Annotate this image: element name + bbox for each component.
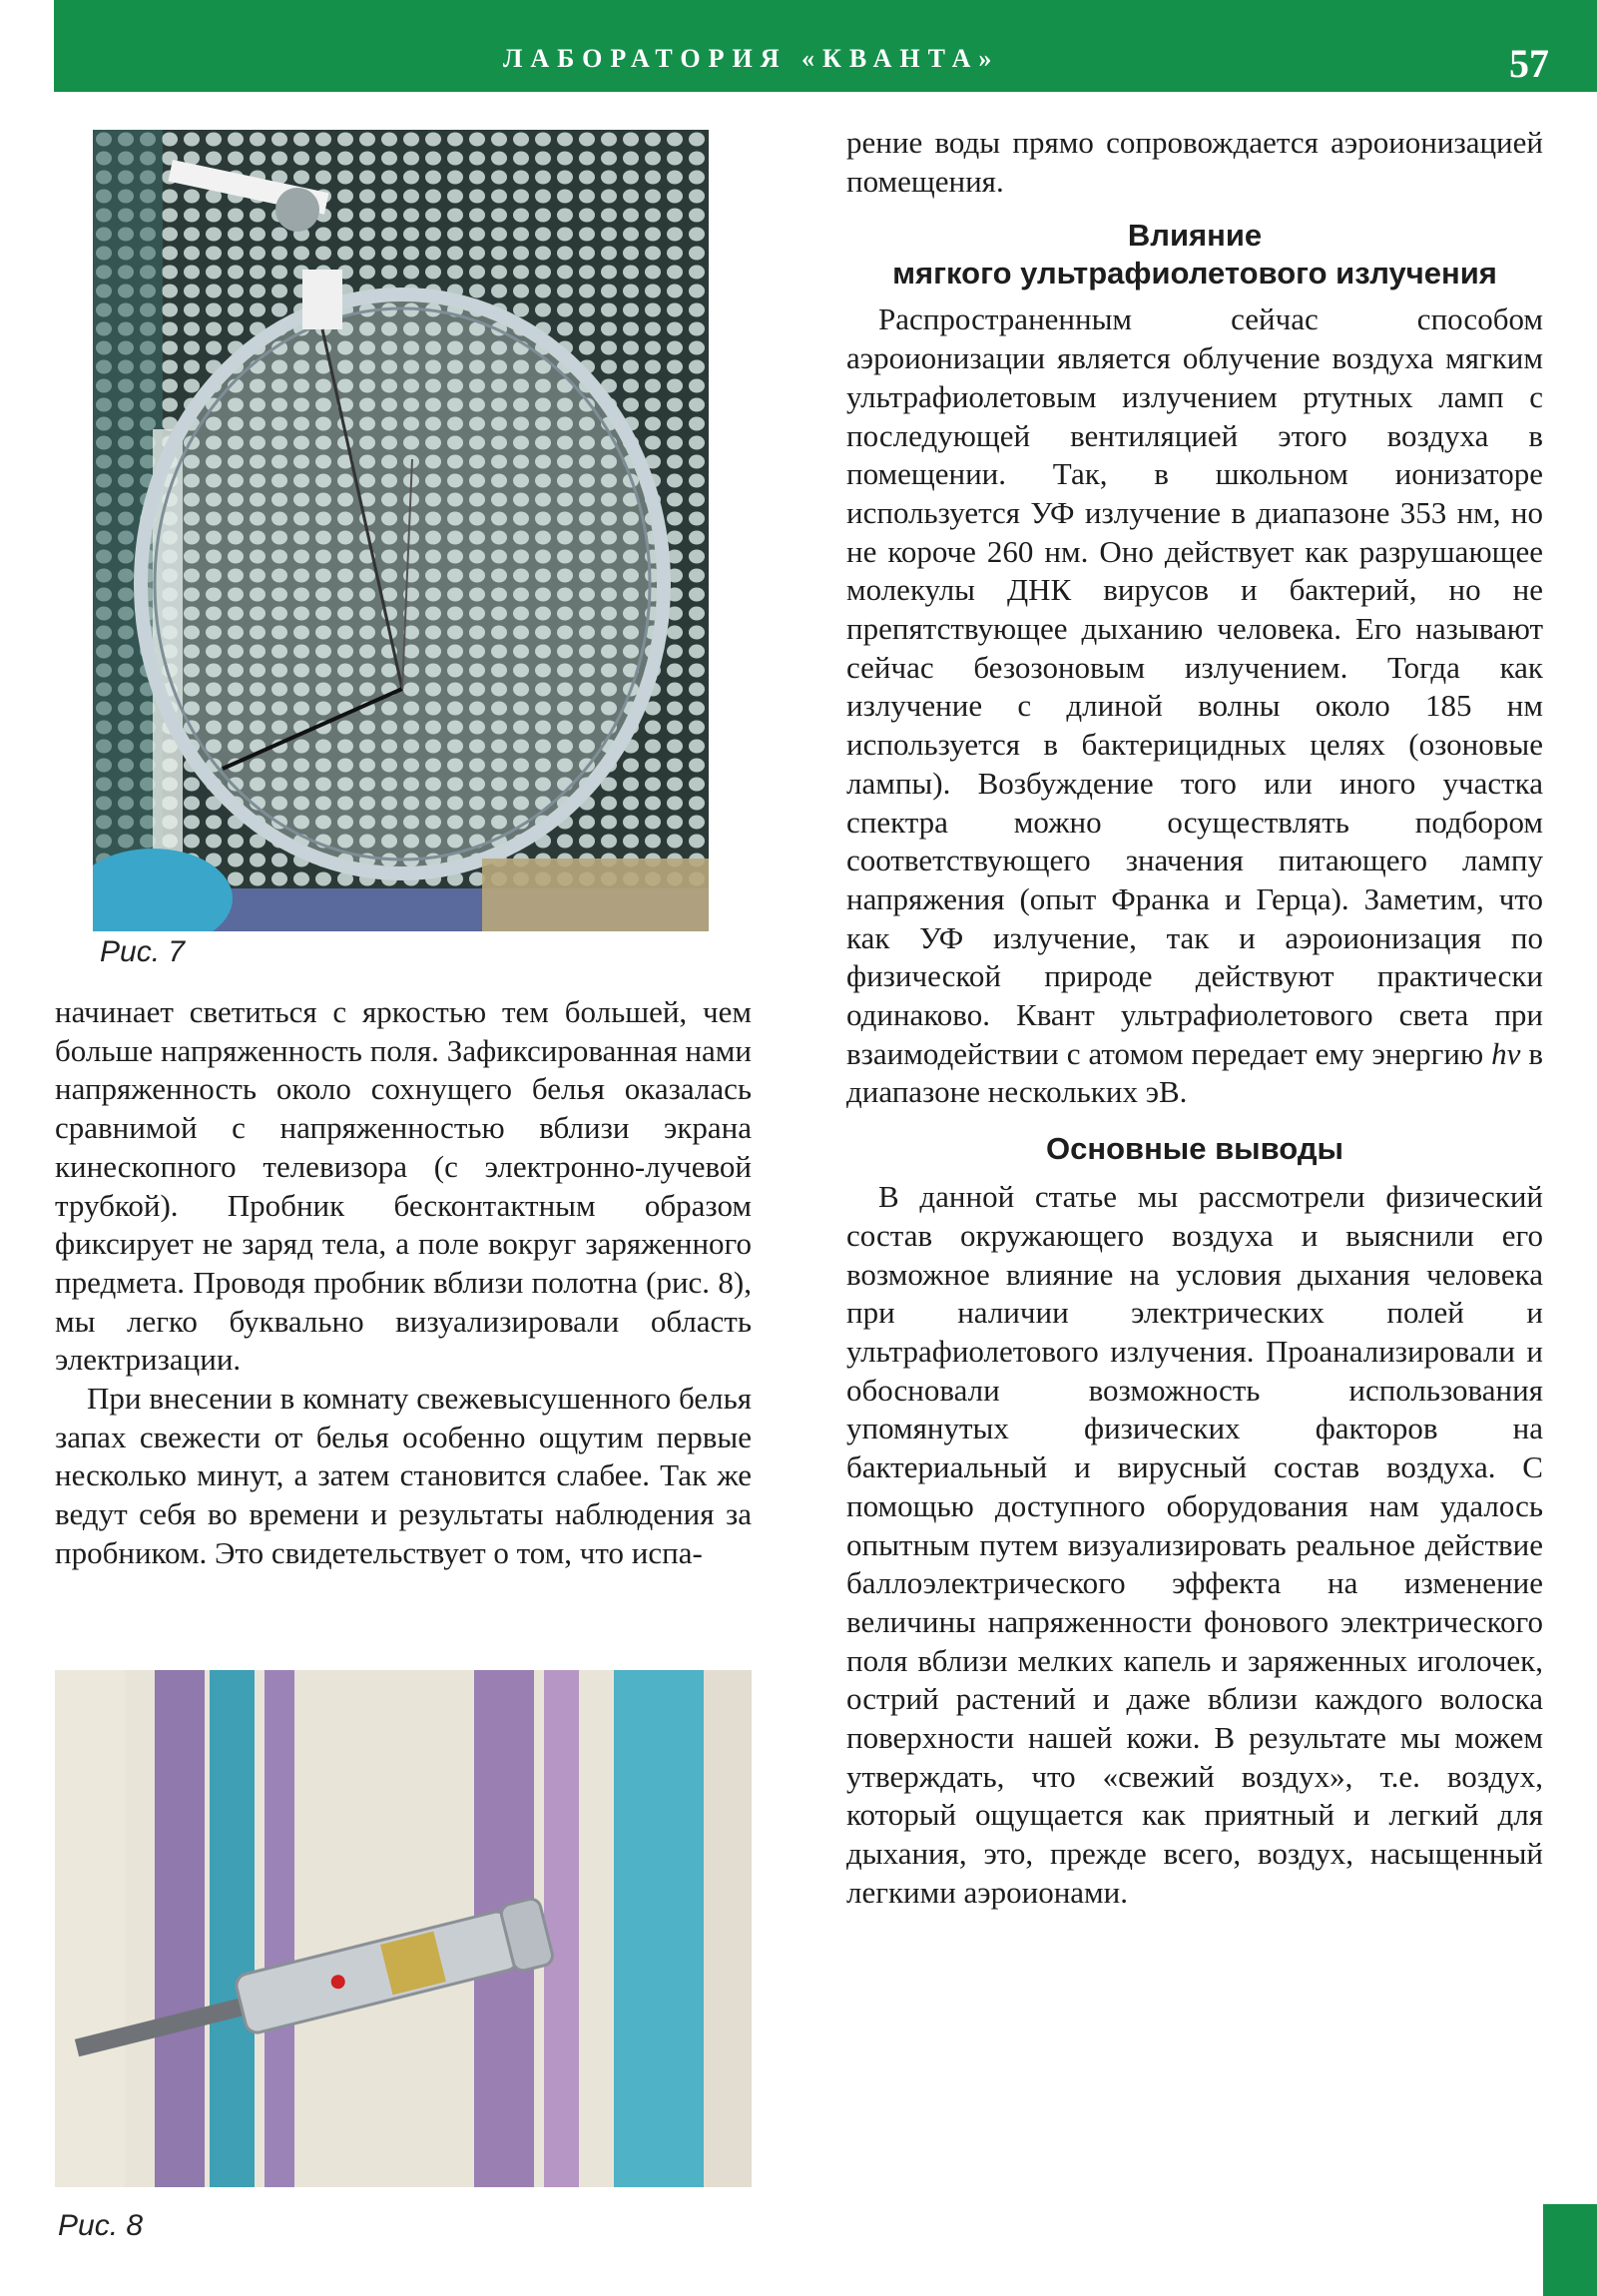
section-heading-uv <box>846 217 1543 292</box>
right-paragraph-1-text-b: в диапазоне нескольких эВ. <box>846 1035 1544 1110</box>
figure-8-photo <box>55 1670 752 2187</box>
section-heading-conclusions: Основные выводы <box>1046 1131 1343 1167</box>
figure-7-photo <box>93 130 709 931</box>
right-paragraph-0: рение воды прямо сопровождается аэроионизацией помещения. <box>846 125 1543 199</box>
header-title: ЛАБОРАТОРИЯ «КВАНТА» <box>503 44 1000 73</box>
page-number: 57 <box>1509 41 1549 86</box>
left-paragraph-2: При внесении в комнату свежевысушенного белья запах свежести от белья особенно ощутим первые несколько минут, а затем становится слабее. Так же ведут себя во времени и результаты наблюдения за пробником. Это свидетельствует о том, что испа- <box>55 1381 752 1570</box>
running-header <box>54 0 1597 92</box>
right-column <box>846 124 1543 1913</box>
left-column <box>55 993 752 1573</box>
right-paragraph-2: В данной статье мы рассмотрели физический состав окружающего воздуха и выяснили его возможное влияние на условия дыхания человека при наличии электрических полей и ультрафиолетового излучения. Проанализировали и обосновали возможность использования упомянутых физических факторов на бактериальный и вирусный состав воздуха. С помощью доступного оборудования нам удалось опытным путем визуализировать реальное действие баллоэлектрического эффекта на изменение величины напряженности фонового электрического поля вблизи мелких капель и заряженных иголочек, острий растений и даже вблизи каждого волоска поверхности нашей кожи. В результате мы можем утверждать, что «свежий воздух», т.е. воздух, который ощущается как приятный и легкий для дыхания, это, прежде всего, воздух, насыщенный легкими аэроионами. <box>846 1179 1543 1910</box>
figure-8-caption: Рис. 8 <box>58 2209 144 2242</box>
right-paragraph-1 <box>846 300 1543 1112</box>
planck-energy-symbol: hν <box>1491 1035 1521 1071</box>
section-heading-uv-line-2: мягкого ультрафиолетового излучения <box>892 256 1497 291</box>
corner-color-block <box>1543 2204 1597 2296</box>
left-paragraph-1: начинает светиться с яркостью тем большей, чем больше напряженность поля. Зафиксированная нами напряженность около сохнущего белья оказалась сравнимой с напряженностью вблизи экрана кинескопного телевизора (с электронно-лучевой трубкой). Пробник бесконтактным образом фиксирует не заряд тела, а поле вокруг заряженного предмета. Проводя пробник вблизи полотна (рис. 8), мы легко буквально визуализировали область электризации. <box>55 994 752 1378</box>
section-heading-uv-line-1: Влияние <box>1127 218 1263 254</box>
right-paragraph-1-text-a: Распространенным сейчас способом аэроионизации является облучение воздуха мягким ультрафиолетовым излучением ртутных ламп с последующей вентиляцией этого воздуха в помещении. Так, в школьном ионизаторе используется УФ излучение в диапазоне 353 нм, но не короче 260 нм. Оно действует как разрушающее молекулы ДНК вирусов и бактерий, но не препятствующее дыханию человека. Его называют сейчас безозоновым излучением. Тогда как излучение с длиной волны около 185 нм используется в бактерицидных целях (озоновые лампы). Возбуждение того или иного участка спектра можно осуществлять подбором соответствующего значения питающего лампу напряжения (опыт Франка и Герца). Заметим, что как УФ излучение, так и аэроионизация по физической природе действуют практически одинаково. Квант ультрафиолетового света при взаимодействии с атомом передает ему энергию <box>846 301 1543 1071</box>
figure-7-caption: Рис. 7 <box>100 935 186 968</box>
